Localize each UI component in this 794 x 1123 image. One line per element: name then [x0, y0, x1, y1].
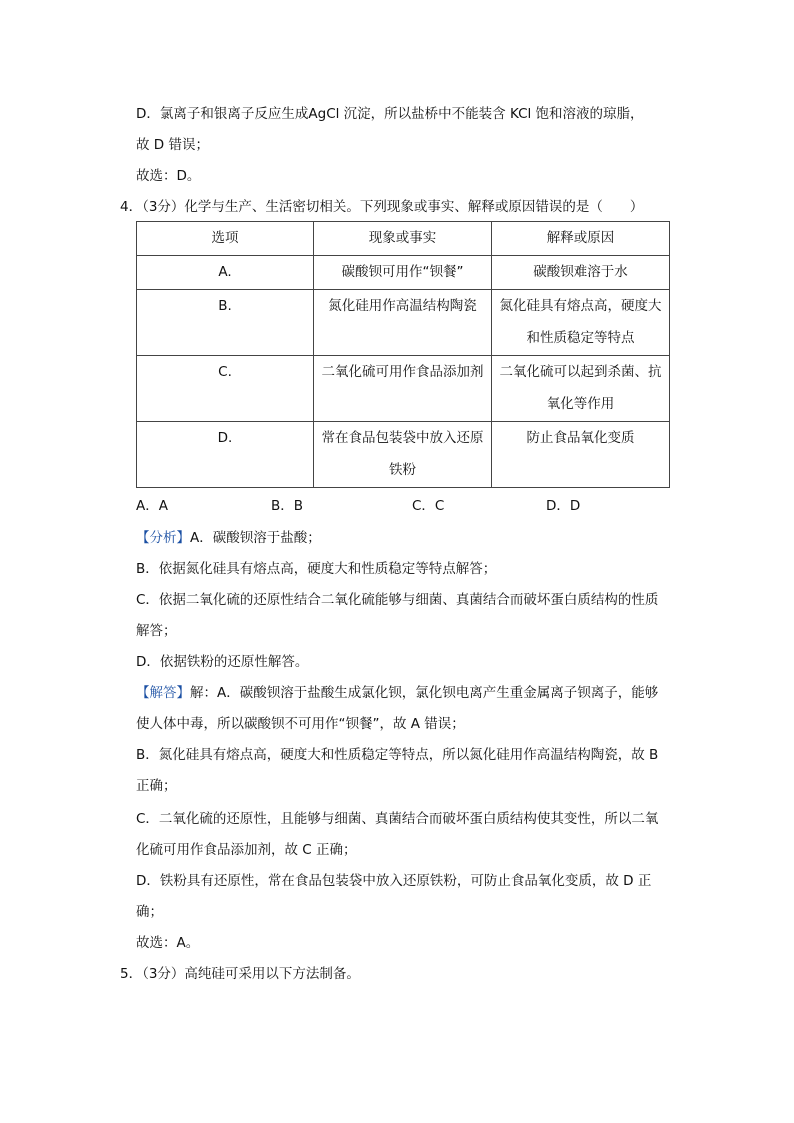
- analysis-line-3: C．依据二氧化硫的还原性结合二氧化硫能够与细菌、真菌结合而破坏蛋白质结构的性质: [136, 592, 659, 608]
- analysis-line-2: B．依据氮化硅具有熔点高，硬度大和性质稳定等特点解答；: [136, 561, 497, 577]
- table-cell-reason: [492, 422, 670, 488]
- solution-line-1: [136, 683, 658, 703]
- cell-line: 碳酸钡难溶于水: [533, 264, 628, 280]
- solution-line-3: B．氮化硅具有熔点高，硬度大和性质稳定等特点，所以氮化硅用作高温结构陶瓷，故 B: [136, 747, 659, 763]
- table-cell-fact: [314, 422, 492, 488]
- analysis-text: A．碳酸钡溶于盐酸；: [190, 530, 321, 546]
- solution-line-5: C．二氧化硫的还原性，且能够与细菌、真菌结合而破坏蛋白质结构使其变性，所以二氧: [136, 811, 659, 827]
- cell-line: 二氧化硫可以起到杀菌、抗: [499, 364, 662, 380]
- cell-line: 和性质稳定等特点: [526, 330, 635, 346]
- table-cell-option: D.: [137, 422, 314, 488]
- choice-a: A．A: [136, 498, 168, 514]
- table-header: 现象或事实: [314, 222, 492, 256]
- table-cell-reason: [492, 356, 670, 422]
- solution-line-2: 使人体中毒，所以碳酸钡不可用作“钡餐”，故 A 错误；: [136, 716, 465, 732]
- prev-solution-line-d-1: D．氯离子和银离子反应生成AgCl 沉淀，所以盐桥中不能装含 KCl 饱和溶液的琼脂，: [136, 106, 644, 122]
- table-cell-fact: [314, 356, 492, 422]
- cell-line: 氮化硅用作高温结构陶瓷: [328, 298, 477, 314]
- cell-line: 氧化等作用: [546, 396, 615, 412]
- cell-line: 防止食品氧化变质: [526, 430, 635, 446]
- question-5-number: 5．: [120, 966, 143, 982]
- table-cell-option: B.: [137, 290, 314, 356]
- prev-solution-line-d-2: 故 D 错误；: [136, 137, 209, 153]
- analysis-line-5: D．依据铁粉的还原性解答。: [136, 654, 309, 670]
- table-cell-fact: [314, 256, 492, 290]
- solution-text: 解：A．碳酸钡溶于盐酸生成氯化钡，氯化钡电离产生重金属离子钡离子，能够: [190, 685, 659, 701]
- cell-line: 二氧化硫可用作食品添加剂: [321, 364, 484, 380]
- table-cell-reason: [492, 256, 670, 290]
- table-row: [137, 290, 670, 356]
- table-header: 选项: [137, 222, 314, 256]
- analysis-tag: 【分析】: [136, 530, 190, 546]
- options-table: [136, 221, 670, 488]
- cell-line: 氮化硅具有熔点高，硬度大: [499, 298, 662, 314]
- solution-answer: 故选：A。: [136, 935, 200, 951]
- question-5-stem: [120, 964, 360, 984]
- solution-tag: 【解答】: [136, 685, 190, 701]
- table-cell-reason: [492, 290, 670, 356]
- choice-c: C．C: [412, 498, 445, 514]
- question-4-number: 4．: [120, 199, 143, 215]
- solution-line-4: 正确；: [136, 778, 177, 794]
- solution-line-7: D．铁粉具有还原性，常在食品包装袋中放入还原铁粉，可防止食品氧化变质，故 D 正: [136, 873, 652, 889]
- choice-b: B．B: [271, 498, 304, 514]
- table-cell-option: A.: [137, 256, 314, 290]
- cell-line: 铁粉: [389, 462, 416, 478]
- solution-line-8: 确；: [136, 904, 163, 920]
- question-4-stem: [120, 197, 643, 217]
- choice-d: D．D: [546, 498, 581, 514]
- question-4-text: （3分）化学与生产、生活密切相关。下列现象或事实、解释或原因错误的是（ ）: [142, 199, 644, 215]
- answer-choices: [136, 496, 676, 516]
- table-row: [137, 422, 670, 488]
- analysis-line-4: 解答；: [136, 623, 177, 639]
- table-header-row: [137, 222, 670, 256]
- cell-line: 常在食品包装袋中放入还原: [321, 430, 484, 446]
- solution-line-6: 化硫可用作食品添加剂，故 C 正确；: [136, 842, 357, 858]
- table-row: [137, 356, 670, 422]
- question-5-text: （3分）高纯硅可采用以下方法制备。: [142, 966, 360, 982]
- table-row: [137, 256, 670, 290]
- analysis-line-1: [136, 528, 321, 548]
- table-header: 解释或原因: [492, 222, 670, 256]
- table-cell-option: C.: [137, 356, 314, 422]
- cell-line: 碳酸钡可用作“钡餐”: [341, 264, 464, 280]
- prev-answer: 故选：D。: [136, 168, 201, 184]
- table-cell-fact: [314, 290, 492, 356]
